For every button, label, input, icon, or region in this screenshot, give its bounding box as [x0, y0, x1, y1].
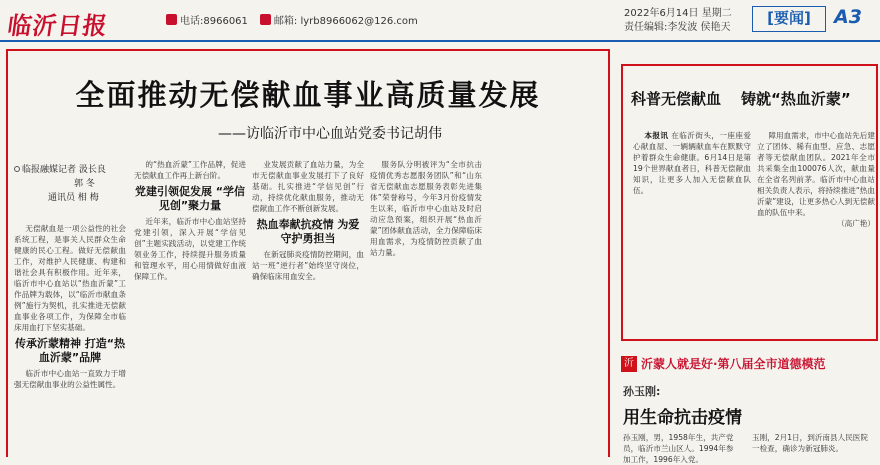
profile-headline: 用生命抗击疫情: [623, 408, 742, 428]
dateline: [624, 7, 732, 35]
sidebar-article: [621, 64, 878, 341]
sidebar-column-1: 本报讯 在临沂街头，一座座爱心献血屋、一辆辆献血车在默默守护着群众生命健康。6月14日是第19个世界献血者日，科普无偿献血知识，让更多人加入无偿献血队伍。: [633, 131, 752, 195]
article-column-3: 业发展贡献了血站力量，为全市无偿献血事业发展打下了良好基础。扎实推进“学信见创”行动，持续优化献血服务，推动无偿献血工作不断创新发展。 热血奉献抗疫情 为爱守护勇担当 在新冠肺炎疫情防控期间，血站一班“逆行者”始终坚守岗位，确保临床用血安全。: [252, 160, 364, 281]
article-byline: 临报融媒记者 汲长良 郭 冬 通讯员 相 梅: [14, 163, 126, 205]
section-heading: 党建引领促发展 “学信见创”聚力量: [134, 185, 246, 212]
column-badge-icon: 沂: [621, 356, 637, 372]
phone-icon: [166, 14, 177, 25]
issue-date: 2022年6月14日 星期二: [624, 8, 732, 19]
sidebar-author: （高广艳）: [837, 219, 875, 228]
email-icon: [260, 14, 271, 25]
contact-info: [166, 12, 418, 27]
newspaper-logo: 临沂日报: [5, 11, 110, 40]
phone-text: 电话:8966061: [166, 12, 248, 27]
sidebar-column-2: 障用血需求，市中心血站先后建立了团体、稀有血型、应急、志愿者等无偿献血团队。2021年全市共采集全血100076人次，献血量在全省名列前茅。临沂市中心血站相关负责人表示，将持续推进“热血沂蒙”建设，让更多热心人到无偿献血的队伍中来。 （高广艳）: [757, 131, 875, 228]
profile-column-2: 玉刚，2月1日，到沂南县人民医院一检查，确诊为新冠肺炎。: [752, 433, 868, 453]
editors: 责任编辑:李发波 侯艳天: [624, 22, 731, 33]
article-column-1: 无偿献血是一项公益性的社会系统工程，是事关人民群众生命健康的民心工程。做好无偿献血工作，对维护人民健康、构建和谐社会具有积极作用。近年来，临沂市中心血站以“热血沂蒙”工作品牌为载体，以“临沂市献血条例”施行为契机，扎实推进无偿献血事业各项工作，为保障全市临床用血打下坚实基础。 传承沂蒙精神 打造“热血沂蒙”品牌 临沂市中心血站一直致力于增强无偿献血事业的公益性属性。: [14, 224, 126, 389]
article-column-4: 服务队分明被评为“全市抗击疫情优秀志愿服务团队”和“山东省无偿献血志愿服务表彰先进集体”荣誉称号，今年3月份疫情发生以来，临沂市中心血站及时启动应急预案，组织开展“热血沂蒙”团体献血活动，全力保障临床用血需求，为疫情防控贡献了血站力量。: [370, 160, 482, 257]
masthead-rule: [0, 40, 880, 42]
profile-name: 孙玉刚:: [623, 385, 661, 398]
page-number: A3: [834, 6, 862, 28]
main-article: [6, 49, 610, 457]
section-heading: 传承沂蒙精神 打造“热血沂蒙”品牌: [14, 337, 126, 364]
sidebar-title: 科普无偿献血 铸就“热血沂蒙”: [631, 90, 851, 108]
article-headline: 全面推动无偿献血事业高质量发展: [75, 78, 541, 112]
section-heading: 热血奉献抗疫情 为爱守护勇担当: [256, 218, 360, 245]
bullet-icon: [14, 166, 20, 172]
email-text: 邮箱: lyrb8966062@126.com: [260, 12, 418, 27]
profile-column-1: 孙玉刚，男，1958年生，共产党员，临沂市兰山区人。1994年参加工作，1996年入党。: [623, 433, 734, 464]
masthead: [0, 0, 880, 42]
column-banner: 沂 沂蒙人就是好·第八届全市道德模范: [621, 353, 878, 373]
article-subhead: ——访临沂市中心血站党委书记胡伟: [218, 126, 442, 142]
article-column-2: 的“热血沂蒙”工作品牌，促进无偿献血工作再上新台阶。 党建引领促发展 “学信见创”聚力量 近年来，临沂市中心血站坚持党建引领，深入开展“学信见创”主题实践活动，以党建工作统领业务工作，持续提升服务质量和管理水平，用心用情做好血液保障工作。: [134, 160, 246, 281]
section-tag: [要闻]: [752, 6, 826, 32]
